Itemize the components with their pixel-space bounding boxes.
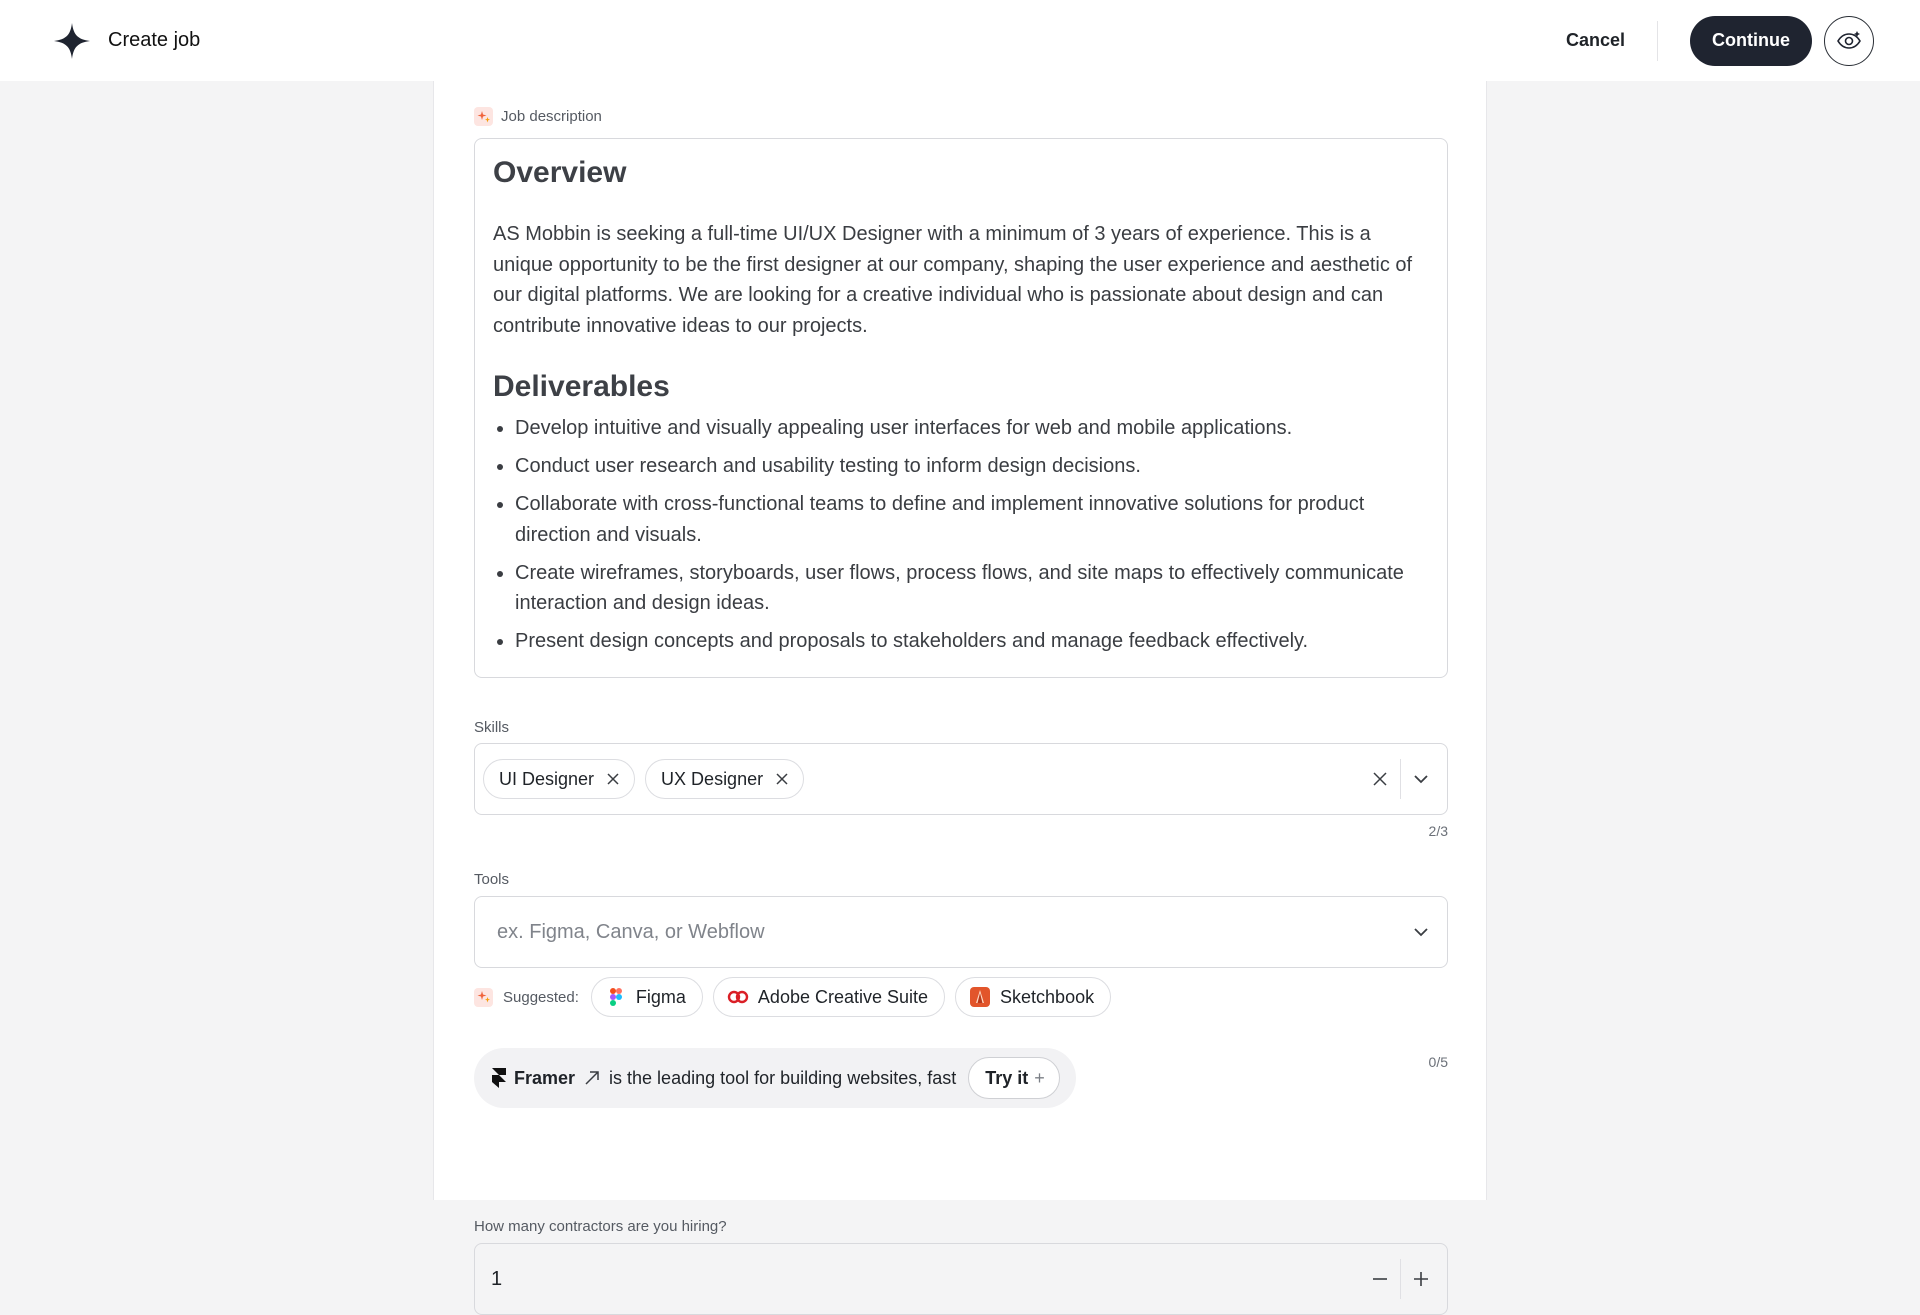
try-it-button[interactable] xyxy=(968,1057,1060,1099)
list-item: • Collaborate with cross-functional teams to define and implement innovative solutions for product direction and visuals. xyxy=(515,489,1429,550)
skills-select[interactable] xyxy=(474,743,1448,815)
job-description-editor[interactable] xyxy=(474,138,1448,678)
page-title: Create job xyxy=(108,29,201,51)
plus-icon: + xyxy=(1034,1067,1045,1088)
suggested-tool-label: Figma xyxy=(635,986,686,1007)
tools-select xyxy=(474,896,1448,968)
try-it-label: Try it xyxy=(985,1067,1029,1088)
skill-chip xyxy=(645,759,804,799)
overview-paragraph: AS Mobbin is seeking a full-time UI/UX Designer with a minimum of 3 years of experience. This is a unique opportunity to be the first designer at our company, shaping the user experience and aesthetic of our digital platforms. We are looking for a creative individual who is passionate about design and can contribute innovative ideas to our projects. xyxy=(493,223,1413,337)
skills-label: Skills xyxy=(474,719,510,736)
job-form-panel xyxy=(433,81,1487,1290)
control-divider xyxy=(1400,759,1401,799)
suggested-tool-figma[interactable] xyxy=(591,977,703,1017)
eye-sparkle-icon xyxy=(1836,28,1862,54)
list-item: • Present design concepts and proposals to stakeholders and manage feedback effectively. xyxy=(515,626,1429,657)
tools-label: Tools xyxy=(474,871,510,888)
preview-button[interactable] xyxy=(1824,16,1874,66)
skill-chip-label: UX Designer xyxy=(661,768,764,789)
deliverables-list xyxy=(493,413,1429,657)
continue-button[interactable]: Continue xyxy=(1690,16,1812,66)
framer-icon xyxy=(492,1068,506,1088)
adobe-creative-cloud-icon xyxy=(728,987,748,1007)
list-item: • Develop intuitive and visually appealing user interfaces for web and mobile applications. xyxy=(515,413,1429,444)
chevron-down-icon[interactable] xyxy=(1403,914,1439,950)
arrow-up-right-icon[interactable] xyxy=(583,1069,601,1087)
sparkle-icon xyxy=(474,988,493,1007)
sketchbook-icon xyxy=(970,987,990,1007)
remove-skill-close-icon[interactable] xyxy=(775,772,789,786)
sparkle-icon xyxy=(474,107,493,126)
tools-input[interactable] xyxy=(497,921,1403,944)
suggested-tool-sketchbook[interactable] xyxy=(955,977,1111,1017)
overview-heading: Overview xyxy=(493,156,627,189)
minus-icon[interactable] xyxy=(1362,1261,1398,1297)
cancel-button[interactable]: Cancel xyxy=(1534,16,1657,66)
top-bar xyxy=(0,0,1920,81)
four-point-star-logo-icon[interactable] xyxy=(54,23,90,59)
skills-controls xyxy=(1362,759,1439,799)
contractors-value[interactable]: 1 xyxy=(491,1267,503,1290)
skill-chip xyxy=(483,759,635,799)
suggested-label: Suggested: xyxy=(503,988,579,1006)
skill-chip-label: UI Designer xyxy=(499,768,595,789)
chevron-down-icon[interactable] xyxy=(1403,761,1439,797)
list-item: • Create wireframes, storyboards, user flows, process flows, and site maps to effectively communicate interaction and design ideas. xyxy=(515,558,1429,619)
job-description-label xyxy=(474,107,602,126)
job-description-label-text: Job description xyxy=(501,108,602,125)
skills-counter: 2/3 xyxy=(1428,823,1448,839)
suggested-tools xyxy=(474,977,1111,1017)
brand xyxy=(54,23,200,59)
header-divider xyxy=(1657,21,1658,61)
stepper-controls xyxy=(1362,1259,1439,1299)
plus-icon[interactable] xyxy=(1403,1261,1439,1297)
promo-brand[interactable]: Framer xyxy=(514,1067,576,1088)
suggested-tool-adobe-creative-suite[interactable] xyxy=(713,977,945,1017)
contractors-quantity-stepper xyxy=(474,1243,1448,1315)
deliverables-heading: Deliverables xyxy=(493,370,670,403)
figma-icon xyxy=(606,987,626,1007)
contractors-label: How many contractors are you hiring? xyxy=(474,1218,727,1235)
suggested-tool-label: Sketchbook xyxy=(1000,986,1095,1007)
suggested-tool-label: Adobe Creative Suite xyxy=(757,986,929,1007)
promo-text: is the leading tool for building websites, fast xyxy=(609,1067,957,1088)
tools-counter: 0/5 xyxy=(1428,1054,1448,1070)
framer-promo-banner xyxy=(474,1048,1076,1108)
remove-skill-close-icon[interactable] xyxy=(606,772,620,786)
control-divider xyxy=(1400,1259,1401,1299)
clear-skills-close-icon[interactable] xyxy=(1362,761,1398,797)
list-item: • Conduct user research and usability testing to inform design decisions. xyxy=(515,451,1429,482)
